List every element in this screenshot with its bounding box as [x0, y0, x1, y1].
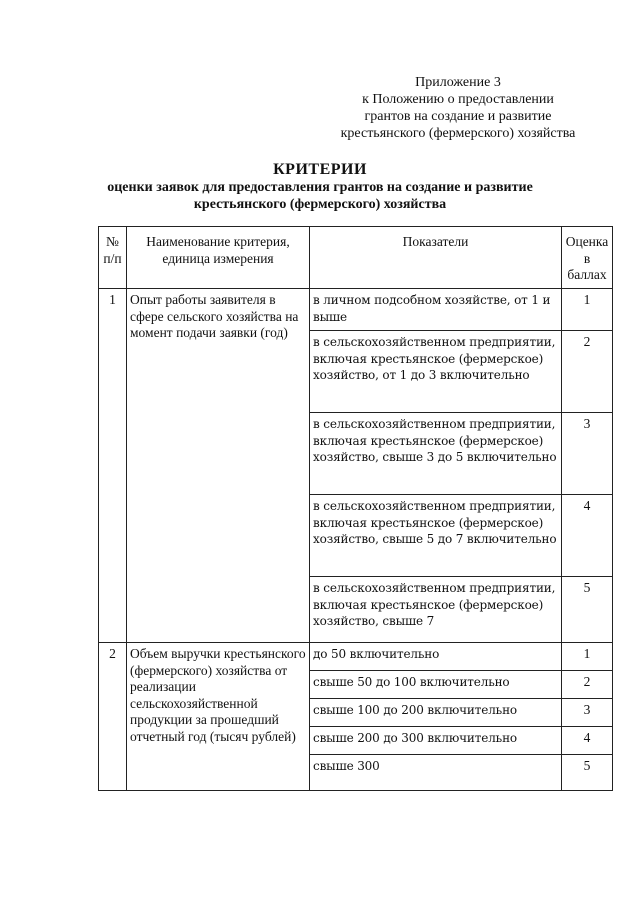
- score-cell: 3: [562, 699, 613, 727]
- header-num: № п/п: [99, 227, 127, 289]
- indicator-cell: в сельскохозяйственном предприятии, включая крестьянское (фермерское) хозяйство, от 1 до 3 включительно: [310, 331, 562, 413]
- indicator-cell: свыше 100 до 200 включительно: [310, 699, 562, 727]
- score-cell: 3: [562, 413, 613, 495]
- criterion-num: 2: [99, 643, 127, 791]
- table-row: [99, 643, 613, 671]
- score-cell: 5: [562, 755, 613, 791]
- criteria-table: [98, 226, 613, 791]
- score-cell: 1: [562, 643, 613, 671]
- indicator-cell: в личном подсобном хозяйстве, от 1 и выше: [310, 289, 562, 331]
- indicator-cell: свыше 200 до 300 включительно: [310, 727, 562, 755]
- score-cell: 1: [562, 289, 613, 331]
- appendix-line-1: Приложение 3: [415, 75, 501, 90]
- appendix-line-4: крестьянского (фермерского) хозяйства: [340, 126, 576, 141]
- table-header-row: [99, 227, 613, 289]
- score-cell: 2: [562, 671, 613, 699]
- score-cell: 5: [562, 577, 613, 643]
- indicator-cell: в сельскохозяйственном предприятии, включая крестьянское (фермерское) хозяйство, свыше 7: [310, 577, 562, 643]
- table-row: [99, 289, 613, 331]
- indicator-cell: свыше 50 до 100 включительно: [310, 671, 562, 699]
- criterion-name: Объем выручки крестьянского (фермерского) хозяйства от реализации сельскохозяйственной продукции за прошедший отчетный год (тысяч рублей): [127, 643, 310, 791]
- score-cell: 4: [562, 495, 613, 577]
- subtitle-line-1: оценки заявок для предоставления грантов на создание и развитие: [107, 180, 533, 195]
- criterion-num: 1: [99, 289, 127, 643]
- appendix-line-2: к Положению о предоставлении: [362, 92, 554, 107]
- score-cell: 2: [562, 331, 613, 413]
- indicator-cell: свыше 300: [310, 755, 562, 791]
- indicator-cell: в сельскохозяйственном предприятии, включая крестьянское (фермерское) хозяйство, свыше 5 до 7 включительно: [310, 495, 562, 577]
- header-name: Наименование критерия, единица измерения: [127, 227, 310, 289]
- document-title: КРИТЕРИИ: [273, 161, 367, 178]
- header-score: Оценка в баллах: [562, 227, 613, 289]
- indicator-cell: в сельскохозяйственном предприятии, включая крестьянское (фермерское) хозяйство, свыше 3 до 5 включительно: [310, 413, 562, 495]
- header-indicators: Показатели: [310, 227, 562, 289]
- criterion-name: Опыт работы заявителя в сфере сельского хозяйства на момент подачи заявки (год): [127, 289, 310, 643]
- document-subtitle: [0, 179, 640, 213]
- score-cell: 4: [562, 727, 613, 755]
- appendix-note: [318, 74, 598, 142]
- appendix-line-3: грантов на создание и развитие: [364, 109, 552, 124]
- indicator-cell: до 50 включительно: [310, 643, 562, 671]
- subtitle-line-2: крестьянского (фермерского) хозяйства: [193, 197, 447, 212]
